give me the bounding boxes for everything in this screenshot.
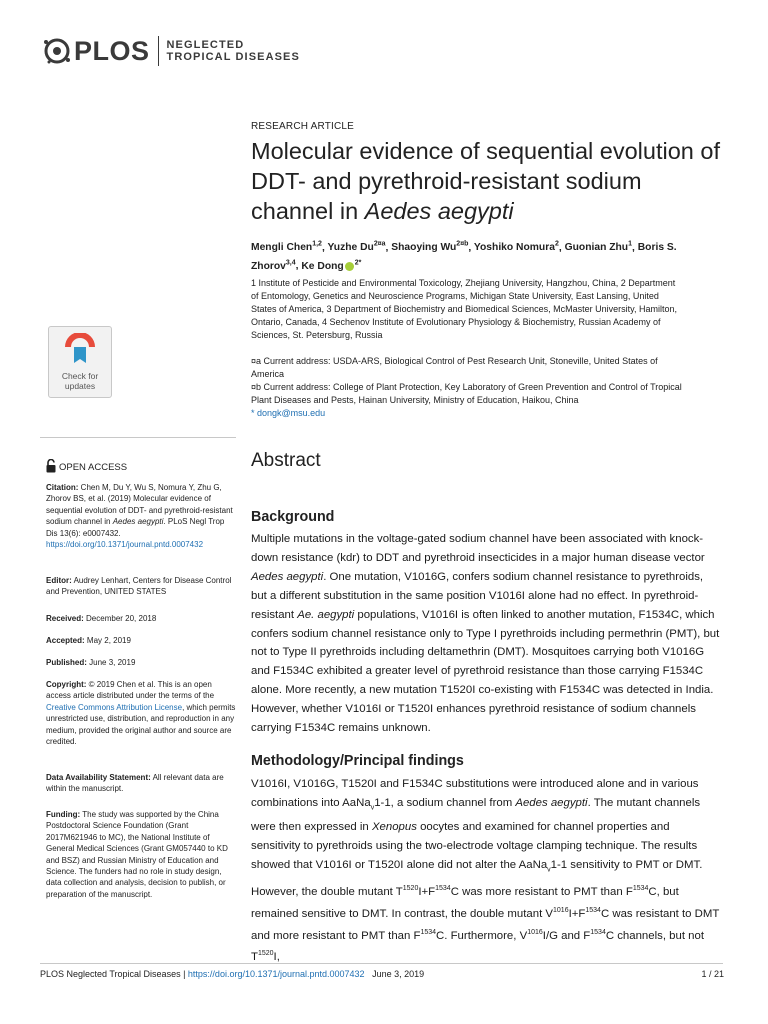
editor-label: Editor: bbox=[46, 576, 72, 585]
check-for-updates-badge[interactable] bbox=[48, 326, 112, 398]
author[interactable]: Guonian Zhu$^1$ bbox=[564, 241, 633, 254]
citation-doi-link[interactable]: https://doi.org/10.1371/journal.pntd.0007432 bbox=[46, 540, 204, 550]
orcid-icon[interactable] bbox=[345, 262, 354, 271]
cc-license-link[interactable]: Creative Commons Attribution License bbox=[46, 702, 183, 712]
author[interactable]: Mengli Chen$^{1,2}$ bbox=[251, 241, 322, 254]
page-number: 1 / 21 bbox=[701, 969, 724, 979]
title-species: Aedes aegypti bbox=[364, 198, 514, 224]
footer-divider bbox=[40, 963, 723, 964]
footer-citation bbox=[40, 969, 424, 979]
author[interactable]: Yuzhe $Du^{2¤a}$ bbox=[327, 241, 386, 254]
journal-logo bbox=[42, 34, 300, 68]
badge-text bbox=[49, 371, 111, 391]
received-block bbox=[46, 613, 156, 624]
affiliations bbox=[251, 277, 721, 342]
funding-text: The study was supported by the China Postdoctoral Science Foundation (Grant 2017M621946 to MC), the National Institute of General Medical Sciences (Grant GM057440 to KD and BSZ) and Russian Ministry of Education and Science. The funders had no role in study design, data collection and analysis, decision to publish, or preparation of the manuscript. bbox=[46, 810, 228, 899]
current-address-a bbox=[251, 355, 721, 381]
title-line1: Molecular evidence of sequential evolution of bbox=[251, 138, 720, 164]
affiliation-line: 1 Institute of Pesticide and Environmental Toxicology, Zhejiang University, Hangzhou, China, 2 Department bbox=[251, 278, 676, 288]
current-address-a-line2: America bbox=[251, 369, 285, 379]
journal-name bbox=[167, 39, 300, 63]
background-paragraph: Multiple mutations in the voltage-gated sodium channel have been associated with knock-down resistance (kdr) to DDT and pyrethroid insecticides in a major human disease vector Aedes aegypti. One mutation, V1016G, confers sodium channel resistance to pyrethroids, but a different substitution in the same position V1016I alone had no effect. In pyrethroid-resistant Ae. aegypti populations, V1016I is often linked to another mutation, F1534C, which confers sodium channel resistance only to Type I pyrethroids including permethrin (PMT), but not to Type II pyrethroids including deltamethrin (DMT). Mosquitoes carrying both V1016G and F1534C exhibited a greater level of pyrethroid resistance than those carrying F1534C alone. More recently, a new mutation T1520I co-existing with F1534C was detected in India. However, whether V1016I or T1520I enhances pyrethroid resistance of sodium channels carrying F1534C remains unknown. bbox=[251, 533, 720, 735]
article-type: RESEARCH ARTICLE bbox=[251, 121, 355, 132]
badge-line2: updates bbox=[64, 381, 96, 391]
editor-text: Audrey Lenhart, Centers for Disease Control and Prevention, UNITED STATES bbox=[46, 576, 232, 597]
logo-word: PLOS bbox=[74, 35, 150, 66]
left-divider bbox=[40, 437, 236, 438]
author-list: Mengli Chen$^{1,2}$, Yuzhe $Du^{2¤a}$, Shaoying $Wu^{2¤b}$, Yoshiko Nomura$^2$, Guonian Zhu$^1$, Boris S. Zhorov$^{3,4}$, Ke Dong $^{2*}$ bbox=[251, 241, 677, 272]
accepted-block bbox=[46, 635, 131, 646]
footer-doi-link[interactable]: https://doi.org/10.1371/journal.pntd.0007432 bbox=[187, 969, 365, 979]
received-date: December 20, 2018 bbox=[86, 614, 157, 623]
background-heading: Background bbox=[251, 509, 335, 525]
data-availability-block bbox=[46, 772, 236, 795]
logo-divider bbox=[158, 36, 159, 66]
data-availability-text: All relevant data are within the manuscript. bbox=[46, 773, 224, 794]
current-address-b-line1: ¤b Current address: College of Plant Protection, Key Laboratory of Green Prevention and Control of Tropical bbox=[251, 382, 682, 392]
published-label: Published: bbox=[46, 658, 87, 667]
article-title bbox=[251, 136, 731, 226]
affiliation-line: Ontario, Canada, 4 Sechenov Institute of Evolutionary Physiology & Biochemistry, Russian Academy of bbox=[251, 317, 661, 327]
funding-block bbox=[46, 809, 236, 900]
methodology-heading: Methodology/Principal findings bbox=[251, 753, 464, 769]
journal-name-line1: NEGLECTED bbox=[166, 39, 245, 51]
author[interactable]: Ke Dong $^{2*}$ bbox=[301, 259, 362, 272]
badge-line1: Check for bbox=[61, 371, 99, 381]
citation-block: Citation: Chen M, Du Y, Wu S, Nomura Y, Zhu G, Zhorov BS, et al. (2019) Molecular evidence of sequential evolution of DDT- and pyrethroid-resistant sodium channel in Aedes aegypti. PLoS Negl Trop Dis 13(6): e0007432. https://doi.org/10.1371/journal.pntd.0007432 bbox=[46, 483, 233, 550]
author[interactable]: Shaoying $Wu^{2¤b}$ bbox=[391, 241, 469, 254]
author[interactable]: Boris S. Zhorov$^{3,4}$ bbox=[251, 242, 677, 272]
affiliation-line: Sciences, St. Petersburg, Russia bbox=[251, 330, 383, 340]
accepted-label: Accepted: bbox=[46, 636, 85, 645]
funding-label: Funding: bbox=[46, 810, 81, 819]
check-updates-icon bbox=[64, 333, 96, 374]
footer-journal: PLOS Neglected Tropical Diseases | bbox=[40, 969, 186, 979]
affiliation-line: States of America, 3 Department of Biochemistry and Biomedical Sciences, McMaster University, Hamilton, bbox=[251, 304, 677, 314]
corresponding-email[interactable]: * dongk@msu.edu bbox=[251, 408, 326, 418]
copyright-block: Copyright: © 2019 Chen et al. This is an open access article distributed under the terms of the Creative Commons Attribution License, which permits unrestricted use, distribution, and reproduction in any medium, provided the original author and source are credited. bbox=[46, 680, 236, 747]
affiliation-line: of Entomology, Genetics and Neuroscience Programs, Michigan State University, East Lansing, United bbox=[251, 291, 659, 301]
citation-label: Citation: bbox=[46, 483, 79, 492]
open-access-text: OPEN ACCESS bbox=[59, 462, 128, 473]
author[interactable]: Yoshiko Nomura$^2$ bbox=[473, 241, 559, 254]
published-date: June 3, 2019 bbox=[89, 658, 136, 667]
data-availability-label: Data Availability Statement: bbox=[46, 773, 151, 782]
title-line2: DDT- and pyrethroid-resistant sodium bbox=[251, 168, 642, 194]
received-label: Received: bbox=[46, 614, 84, 623]
abstract-heading: Abstract bbox=[251, 450, 321, 471]
current-address-a-line1: ¤a Current address: USDA-ARS, Biological Control of Pest Research Unit, Stoneville, United States of bbox=[251, 356, 658, 366]
footer-date: June 3, 2019 bbox=[372, 969, 425, 979]
published-block bbox=[46, 657, 135, 668]
journal-name-line2: TROPICAL DISEASES bbox=[166, 51, 300, 63]
current-address-b-line2: Plant Diseases and Pests, Hainan University, Ministry of Education, Haikou, China bbox=[251, 395, 579, 405]
open-lock-icon bbox=[46, 459, 56, 476]
accepted-date: May 2, 2019 bbox=[86, 636, 131, 645]
methodology-paragraph: V1016I, V1016G, T1520I and F1534C substitutions were introduced alone and in various combinations into AaNa$_v$1-1, a sodium channel from Aedes aegypti. The mutant channels were then expressed in Xenopus oocytes and examined for channel properties and sensitivity to pyrethroids using the two-electrode voltage clamping technique. The results showed that V1016I or T1520I alone did not alter the AaNa$_v$1-1 sensitivity to PMT or DMT. However, the double mutant $T^{1520}I+F^{1534}C$ was more resistant to PMT than $F^{1534}C$, but remained sensitive to DMT. In contrast, the double mutant $V^{1016}I+F^{1534}C$ was resistant to DMT and more resistant to PMT than $F^{1534}C$. Furthermore, $V^{1016}I/G$ and $F^{1534}C$ channels, but not $T^{1520}I$, bbox=[251, 778, 720, 963]
open-access-label bbox=[46, 459, 127, 476]
copyright-label: Copyright: bbox=[46, 680, 87, 689]
title-line3: channel in bbox=[251, 198, 365, 224]
plos-mark-icon bbox=[42, 36, 72, 66]
current-address-b bbox=[251, 381, 721, 407]
editor-block bbox=[46, 575, 236, 598]
